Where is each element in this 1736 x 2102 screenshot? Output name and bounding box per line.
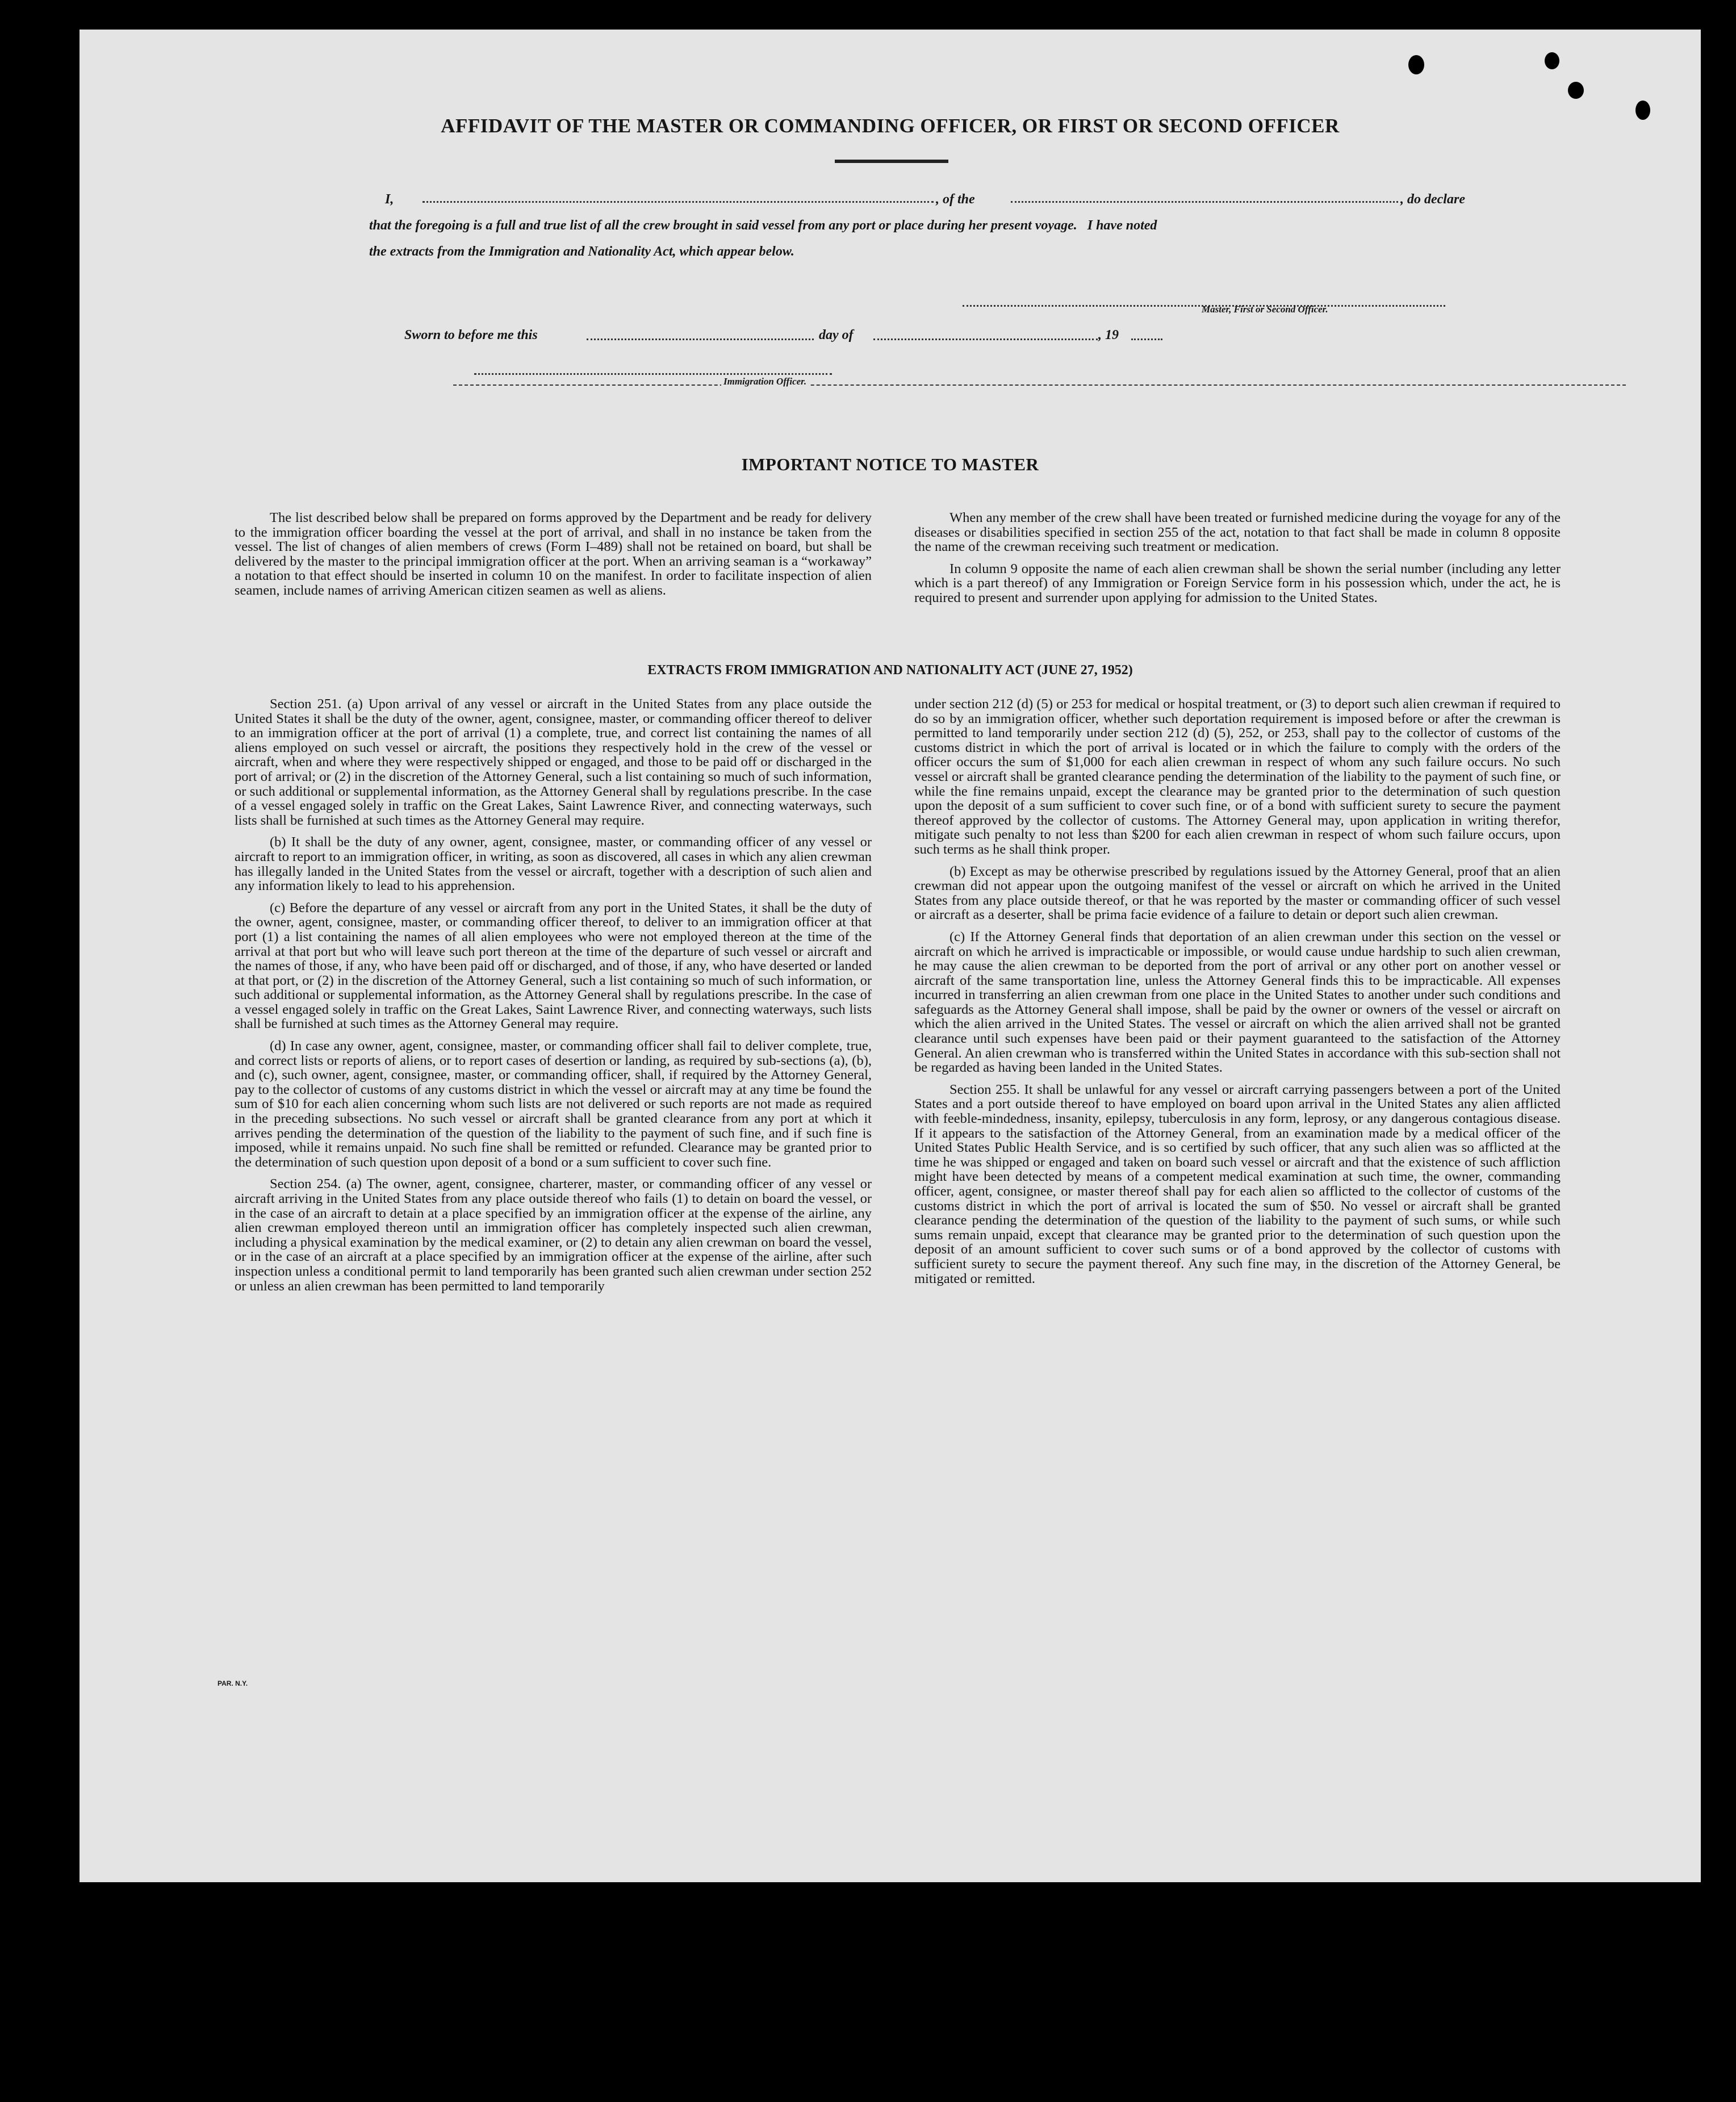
sworn-month-line[interactable] xyxy=(873,339,1098,340)
punch-hole-mark xyxy=(1545,52,1559,69)
sworn-prefix: Sworn to before me this xyxy=(404,328,538,342)
affidavit-title: AFFIDAVIT OF THE MASTER OR COMMANDING OFFICER, OR FIRST OR SECOND OFFICER xyxy=(441,115,1340,137)
declaration-of-the: , of the xyxy=(936,192,975,207)
punch-hole-mark xyxy=(1408,55,1424,74)
declaration-i: I, xyxy=(385,192,394,207)
declaration-line-2: that the foregoing is a full and true list of all the crew brought in said vessel from any port or place during her present voyage. I have noted xyxy=(369,218,1157,233)
act-section-paragraph: Section 251. (a) Upon arrival of any vessel or aircraft in the United States from any place outside the United States it shall be the duty of the owner, agent, consignee, master, or commanding officer thereof to deliver to an immigration officer at the port of arrival (1) a complete, true, and correct list containing the names of all aliens employed on such vessel or aircraft, the positions they respectively hold in the crew of the vessel or aircraft, when and where they were respectively shipped or engaged, and those to be paid off or discharged in the port of arrival; or (2) in the discretion of the Attorney General, such a list containing so much of such information, or such additional or supplemental information, as the Attorney General shall by regulations prescribe. In the case of a vessel engaged solely in traffic on the Great Lakes, Saint Lawrence River, and connecting waterways, such lists shall be furnished at such times as the Attorney General may require. xyxy=(235,696,872,828)
officer-signature-line[interactable] xyxy=(474,373,832,375)
title-divider xyxy=(835,160,948,163)
extracts-left-column xyxy=(235,697,872,1301)
act-section-paragraph: Section 255. It shall be unlawful for any vessel or aircraft carrying passengers between a port of the United States and a port outside thereof to have employed on board upon arrival in the United States any alien afflicted with feeble-mindedness, insanity, epilepsy, tuberculosis in any form, leprosy, or any dangerous contagious disease. If it appears to the satisfaction of the Attorney General, from an examination made by a medical officer of the United States Public Health Service, and is so certified by such officer, that any such alien was so afflicted at the time he was shipped or engaged and taken on board such vessel or aircraft and that the existence of such affliction might have been detected by means of a competent medical examination at such time, the owner, commanding officer, agent, consignee, or master thereof shall pay for each alien so afflicted to the collector of customs of the customs district in which the port of arrival is located the sum of $50. No vessel or aircraft shall be granted clearance pending the determination of the question of the liability to the payment of such sums, or while such sums remain unpaid, except that clearance may be granted prior to the determination of such question upon the deposit of an amount sufficient to cover such sums or of a bond approved by the collector of customs with sufficient surety to secure the payment thereof. Any such fine may, in the discretion of the Attorney General, be mitigated or remitted. xyxy=(914,1081,1561,1286)
officer-signature-label: Immigration Officer. xyxy=(721,376,809,387)
notice-left-column xyxy=(235,511,872,605)
sworn-day-line[interactable] xyxy=(587,339,814,340)
act-section-paragraph: (c) Before the departure of any vessel or aircraft from any port in the United States, it shall be the duty of the owner, agent, consignee, master, or commanding officer thereof, to deliver to an immigration officer at that port (1) a list containing the names of all alien employees who were not employed thereon at the time of the arrival at that port but who will leave such port thereon at the time of the departure of such vessel or aircraft and the names of those, if any, who have been paid off or discharged, and of those, if any, who have deserted or landed at that port, or (2) in the discretion of the Attorney General, such a list containing so much of such information, or such additional or supplemental information, as the Attorney General shall by regulations prescribe. In the case of a vessel engaged solely in traffic on the Great Lakes, Saint Lawrence River, and connecting waterways, such lists shall be furnished at such times as the Attorney General may require. xyxy=(235,900,872,1032)
name-field-line[interactable] xyxy=(423,201,934,203)
act-section-paragraph: (c) If the Attorney General finds that deportation of an alien crewman under this section on the vessel or aircraft on which he arrived is impracticable or impossible, or would cause undue hardship to such alien crewman, he may cause the alien crewman to be deported from the port of arrival or any other port on another vessel or aircraft of the same transportation line, unless the Attorney General finds this to be impracticable. All expenses incurred in transferring an alien crewman from one place in the United States to another under such conditions and safeguards as the Attorney General shall impose, shall be paid by the owner or owners of the vessel or aircraft on which the alien arrived in the United States. The vessel or aircraft on which the alien arrived shall not be granted clearance until such expenses have been paid or their payment guaranteed to the satisfaction of the Attorney General. An alien crewman who is transferred within the United States in accordance with this sub-section shall not be regarded as having been landed in the United States. xyxy=(914,929,1561,1076)
sworn-day-of: day of xyxy=(819,328,854,342)
notice-paragraph: The list described below shall be prepared on forms approved by the Department and be ready for delivery to the immigration officer boarding the vessel at the port of arrival, and shall in no instance be taken from the vessel. The list of changes of alien members of crews (Form I–489) shall not be retained on board, but shall be delivered by the master to the principal immigration officer at the port. When an arriving seaman is a “workaway” a notation to that effect should be inserted in column 10 on the manifest. In order to facilitate inspection of alien seamen, include names of arriving American citizen seamen as well as aliens. xyxy=(235,510,872,598)
act-section-paragraph: Section 254. (a) The owner, agent, consignee, charterer, master, or commanding officer of any vessel or aircraft arriving in the United States from any place outside thereof who fails (1) to detain on board the vessel, or in the case of an aircraft to detain at a place specified by an immigration officer at the expense of the airline, any alien crewman employed thereon until an immigration officer has completely inspected such alien crewman, including a physical examination by the medical examiner, or (2) to detain any alien crewman on board the vessel, or in the case of an aircraft at a place specified by an immigration officer at the expense of the airline, after such inspection unless a conditional permit to land temporarily has been granted such alien crewman under section 252 or unless an alien crewman has been permitted to land temporarily xyxy=(235,1176,872,1294)
section-divider xyxy=(453,385,1626,386)
master-signature-label: Master, First or Second Officer. xyxy=(1202,304,1328,315)
notice-title: IMPORTANT NOTICE TO MASTER xyxy=(741,454,1039,474)
sworn-year-line[interactable] xyxy=(1131,339,1162,340)
punch-hole-mark xyxy=(1568,82,1584,99)
act-section-paragraph: under section 212 (d) (5) or 253 for medical or hospital treatment, or (3) to deport such alien crewman if required to do so by an immigration officer, whether such deportation requirement is imposed before or after the crewman is permitted to land temporarily under section 212 (d) (5), 252, or 253, shall pay to the collector of customs of the customs district in which the port of arrival is located or in which the failure to comply with the orders of the officer occurs the sum of $1,000 for each alien crewman in respect of whom any such failure occurs. No such vessel or aircraft shall be granted clearance pending the determination of the liability to the payment of such fine, or while the fine remains unpaid, except the clearance may be granted prior to the determination of such question upon the deposit of a sum sufficient to cover such fine, or of a bond with sufficient surety to secure the payment thereof approved by the collector of customs. The Attorney General may, upon application in writing therefor, mitigate such penalty to not less than $200 for each alien crewman in respect of whom such failure occurs, upon such terms as he shall think proper. xyxy=(914,696,1561,857)
act-section-paragraph: (b) Except as may be otherwise prescribed by regulations issued by the Attorney General, proof that an alien crewman did not appear upon the outgoing manifest of the vessel or aircraft on which he arrived in the United States from any place outside thereof, or that he was reported by the master or commanding officer of such vessel or aircraft as a deserter, shall be prima facie evidence of a failure to detain or deport such alien crewman. xyxy=(914,863,1561,923)
notice-paragraph: In column 9 opposite the name of each alien crewman shall be shown the serial number (including any letter which is a part thereof) of any Immigration or Foreign Service form in his possession which, under the act, he is required to present and surrender upon applying for admission to the United States. xyxy=(914,561,1561,605)
extracts-right-column xyxy=(914,697,1561,1293)
notice-right-column xyxy=(914,511,1561,613)
act-section-paragraph: (b) It shall be the duty of any owner, agent, consignee, master, or commanding officer of any vessel or aircraft to report to an immigration officer, in writing, as soon as discovered, all cases in which any alien crewman has illegally landed in the United States from the vessel or aircraft, together with a description of such alien and any information likely to lead to his apprehension. xyxy=(235,834,872,894)
declaration-do-declare: , do declare xyxy=(1400,192,1465,207)
declaration-line-3: the extracts from the Immigration and Nationality Act, which appear below. xyxy=(369,244,794,259)
notice-paragraph: When any member of the crew shall have been treated or furnished medicine during the voyage for any of the diseases or disabilities specified in section 255 of the act, notation to that fact shall be made in column 8 opposite the name of the crewman receiving such treatment or medication. xyxy=(914,510,1561,555)
vessel-field-line[interactable] xyxy=(1011,201,1398,203)
sworn-year: , 19 xyxy=(1098,328,1119,342)
extracts-title: EXTRACTS FROM IMMIGRATION AND NATIONALITY ACT (JUNE 27, 1952) xyxy=(647,663,1133,678)
printer-imprint: PAR. N.Y. xyxy=(217,1679,248,1687)
act-section-paragraph: (d) In case any owner, agent, consignee, master, or commanding officer shall fail to deliver complete, true, and correct lists or reports of aliens, or to report cases of desertion or landing, as required by sub-sections (a), (b), and (c), such owner, agent, consignee, master, or commanding officer, shall, if required by the Attorney General, pay to the collector of customs of any customs district in which the vessel or aircraft may at any time be found the sum of $10 for each alien concerning whom such lists are not delivered or such reports are not made as required in the preceding subsections. No such vessel or aircraft shall be granted clearance from any port at which it arrives pending the determination of the question of the liability to the payment of such fine, and if such fine is imposed, while it remains unpaid. No such fine shall be remitted or refunded. Clearance may be granted prior to the determination of such question upon deposit of a bond or a sum sufficient to cover such fine. xyxy=(235,1038,872,1170)
form-page xyxy=(80,30,1701,1882)
